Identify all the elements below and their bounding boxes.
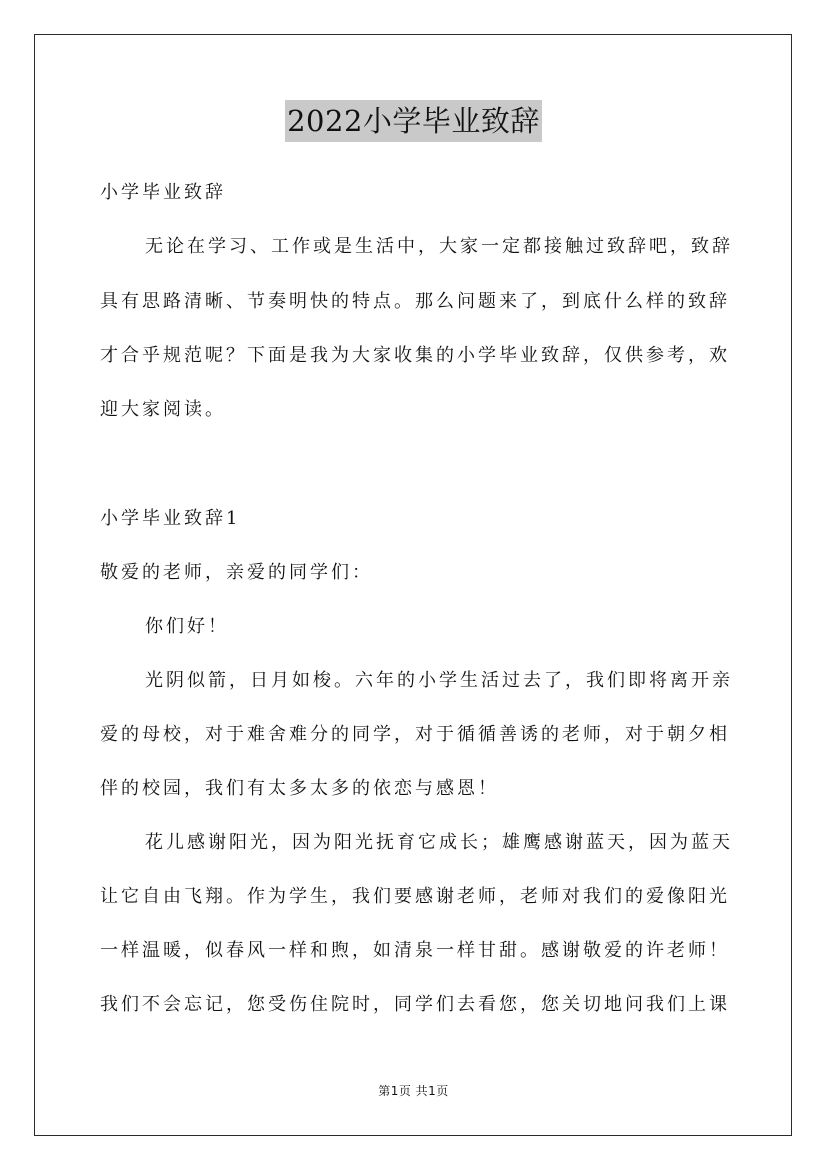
document-subtitle: 小学毕业致辞 (100, 182, 226, 203)
paragraph-line: 一样温暖，似春风一样和煦，如清泉一样甘甜。感谢敬爱的许老师！ (100, 940, 730, 961)
section-heading: 小学毕业致辞1 (100, 508, 241, 529)
page-number-footer: 第1页 共1页 (378, 1084, 449, 1098)
document-title: 2022小学毕业致辞 (285, 100, 542, 142)
paragraph-line: 花儿感谢阳光，因为阳光抚育它成长；雄鹰感谢蓝天，因为蓝天 (145, 832, 733, 853)
paragraph-line: 我们不会忘记，您受伤住院时，同学们去看您，您关切地问我们上课 (100, 994, 730, 1015)
salutation: 敬爱的老师，亲爱的同学们： (100, 562, 373, 583)
paragraph-line: 伴的校园，我们有太多太多的依恋与感恩！ (100, 778, 499, 799)
paragraph-line: 光阴似箭，日月如梭。六年的小学生活过去了，我们即将离开亲 (145, 670, 733, 691)
paragraph-line: 让它自由飞翔。作为学生，我们要感谢老师，老师对我们的爱像阳光 (100, 886, 730, 907)
intro-line: 具有思路清晰、节奏明快的特点。那么问题来了，到底什么样的致辞 (100, 291, 730, 312)
greeting: 你们好！ (145, 616, 229, 637)
paragraph-line: 爱的母校，对于难舍难分的同学，对于循循善诱的老师，对于朝夕相 (100, 724, 730, 745)
intro-line: 才合乎规范呢？下面是我为大家收集的小学毕业致辞，仅供参考，欢 (100, 345, 730, 366)
intro-line: 无论在学习、工作或是生活中，大家一定都接触过致辞吧，致辞 (145, 236, 733, 257)
title-container (0, 100, 827, 142)
intro-line: 迎大家阅读。 (100, 399, 226, 420)
